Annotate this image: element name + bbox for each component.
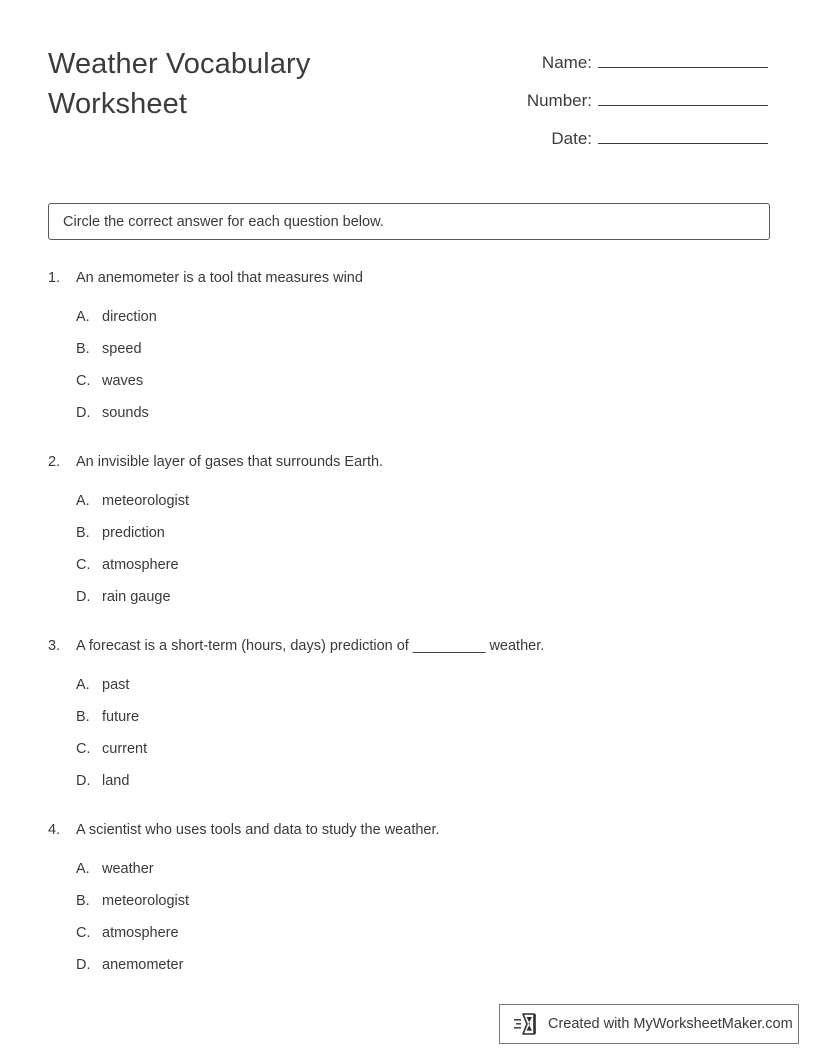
instruction-box: [48, 203, 770, 240]
option-row[interactable]: [76, 707, 776, 727]
option-letter: C.: [76, 925, 91, 941]
question-line: [48, 268, 776, 288]
option-text: direction: [102, 309, 157, 325]
question-text: An anemometer is a tool that measures wind: [76, 270, 363, 286]
option-row[interactable]: [76, 523, 776, 543]
option-row[interactable]: [76, 403, 776, 423]
worksheet-header: [48, 44, 768, 164]
question-text: A forecast is a short-term (hours, days) prediction of _________ weather.: [76, 638, 545, 654]
instruction-text: Circle the correct answer for each question below.: [63, 213, 384, 230]
option-letter: C.: [76, 741, 91, 757]
option-row[interactable]: [76, 955, 776, 975]
option-letter: B.: [76, 709, 90, 725]
option-letter: A.: [76, 493, 90, 509]
question-block: [48, 268, 776, 423]
option-letter: C.: [76, 557, 91, 573]
option-row[interactable]: [76, 739, 776, 759]
option-list: [48, 307, 776, 423]
option-list: [48, 675, 776, 791]
question-line: [48, 452, 776, 472]
option-list: [48, 859, 776, 975]
question-line: [48, 636, 776, 656]
option-text: meteorologist: [102, 893, 190, 909]
option-text: speed: [102, 341, 142, 357]
option-letter: A.: [76, 677, 90, 693]
question-number: 3.: [48, 638, 61, 654]
question-line: [48, 820, 776, 840]
question-number: 1.: [48, 270, 61, 286]
option-text: waves: [102, 373, 144, 389]
option-row[interactable]: [76, 371, 776, 391]
name-field-row: [506, 50, 768, 73]
worksheet-maker-badge[interactable]: [499, 1004, 799, 1044]
option-letter: D.: [76, 957, 91, 973]
option-list: [48, 491, 776, 607]
option-row[interactable]: [76, 859, 776, 879]
option-letter: A.: [76, 309, 90, 325]
option-row[interactable]: [76, 771, 776, 791]
option-text: future: [102, 709, 140, 725]
option-row[interactable]: [76, 891, 776, 911]
option-text: past: [102, 677, 130, 693]
option-row[interactable]: [76, 923, 776, 943]
question-block: [48, 636, 776, 791]
question-block: [48, 820, 776, 975]
option-row[interactable]: [76, 587, 776, 607]
option-row[interactable]: [76, 491, 776, 511]
question-text: An invisible layer of gases that surrounds Earth.: [76, 454, 384, 470]
option-row[interactable]: [76, 339, 776, 359]
option-text: land: [102, 773, 130, 789]
option-row[interactable]: [76, 675, 776, 695]
question-text: A scientist who uses tools and data to study the weather.: [76, 822, 440, 838]
option-letter: B.: [76, 341, 90, 357]
date-field-label: Date:: [551, 129, 592, 148]
number-field-input[interactable]: [598, 88, 768, 106]
option-letter: D.: [76, 773, 91, 789]
option-text: sounds: [102, 405, 149, 421]
name-field-label: Name:: [541, 53, 592, 72]
question-number: 4.: [48, 822, 61, 838]
option-letter: B.: [76, 525, 90, 541]
option-row[interactable]: [76, 307, 776, 327]
option-text: current: [102, 741, 148, 757]
option-letter: C.: [76, 373, 91, 389]
option-text: weather: [102, 861, 154, 877]
name-field-input[interactable]: [598, 50, 768, 68]
option-text: prediction: [102, 525, 165, 541]
option-text: meteorologist: [102, 493, 190, 509]
badge-label: Created with MyWorksheetMaker.com: [548, 1016, 793, 1032]
date-field-input[interactable]: [598, 126, 768, 144]
number-field-label: Number:: [526, 91, 592, 110]
option-text: atmosphere: [102, 925, 179, 941]
question-number: 2.: [48, 454, 61, 470]
date-field-row: [506, 126, 768, 149]
option-letter: D.: [76, 589, 91, 605]
option-text: atmosphere: [102, 557, 179, 573]
option-row[interactable]: [76, 555, 776, 575]
option-letter: D.: [76, 405, 91, 421]
option-letter: A.: [76, 861, 90, 877]
number-field-row: [506, 88, 768, 111]
option-letter: B.: [76, 893, 90, 909]
student-info-fields: [506, 50, 768, 164]
question-list: [48, 268, 776, 1004]
option-text: anemometer: [102, 957, 184, 973]
page-title: Weather Vocabulary Worksheet: [48, 48, 311, 120]
question-block: [48, 452, 776, 607]
option-text: rain gauge: [102, 589, 171, 605]
worksheet-maker-logo-icon: [514, 1012, 540, 1036]
